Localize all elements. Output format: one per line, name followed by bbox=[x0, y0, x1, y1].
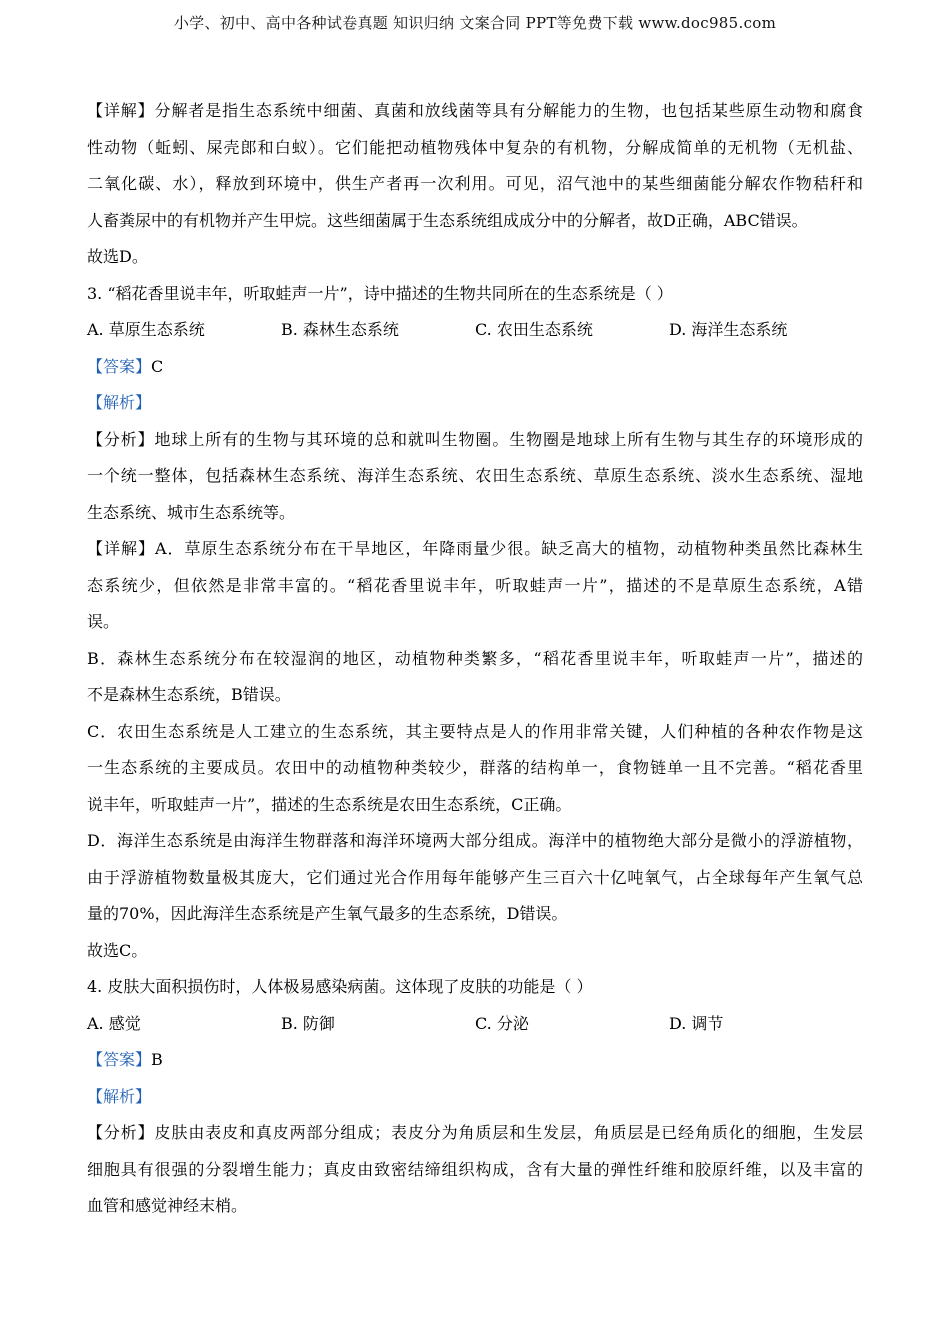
q4-analysis-tag: 【解析】 bbox=[87, 1086, 152, 1106]
q4-option-a: A. 感觉 bbox=[87, 1013, 141, 1033]
q3-analysis-line: 一个统一整体，包括森林生态系统、海洋生态系统、农田生态系统、草原生态系统、淡水生态系统、湿地 bbox=[87, 466, 863, 485]
q3-conclusion: 故选C。 bbox=[87, 940, 148, 960]
q3-detail-d-line: 量的70%，因此海洋生态系统是产生氧气最多的生态系统，D错误。 bbox=[87, 904, 568, 923]
q3-analysis-tag: 【解析】 bbox=[87, 393, 152, 412]
q4-question: 4. 皮肤大面积损伤时，人体极易感染病菌。这体现了皮肤的功能是（ ） bbox=[87, 977, 593, 996]
q4-analysis-line: 【分析】皮肤由表皮和真皮两部分组成；表皮分为角质层和生发层，角质层是已经角质化的细胞，生发层 bbox=[87, 1123, 863, 1142]
document-body bbox=[87, 93, 863, 1225]
q3-option-d: D. 海洋生态系统 bbox=[669, 320, 788, 339]
q2-detail-line: 性动物（蚯蚓、屎壳郎和白蚁）。它们能把动植物残体中复杂的有机物，分解成简单的无机物（无机盐、 bbox=[87, 137, 863, 157]
q3-option-a: A. 草原生态系统 bbox=[87, 320, 205, 339]
q4-options bbox=[87, 1006, 863, 1043]
q4-answer-value: B bbox=[151, 1050, 163, 1069]
answer-tag: 【答案】 bbox=[87, 1050, 152, 1069]
page-header: 小学、初中、高中各种试卷真题 知识归纳 文案合同 PPT等免费下载 www.doc985.com bbox=[173, 14, 777, 32]
q3-option-b: B. 森林生态系统 bbox=[281, 320, 399, 339]
q3-detail-c-line: C．农田生态系统是人工建立的生态系统，其主要特点是人的作用非常关键，人们种植的各种农作物是这 bbox=[87, 721, 863, 741]
q3-answer bbox=[87, 349, 863, 386]
q3-analysis-line: 生态系统、城市生态系统等。 bbox=[87, 502, 296, 522]
q4-analysis-line: 血管和感觉神经末梢。 bbox=[87, 1196, 248, 1215]
q3-answer-value: C bbox=[151, 356, 164, 376]
q3-detail-a-line: 【详解】A．草原生态系统分布在干旱地区，年降雨量少很。缺乏高大的植物，动植物种类虽然比森林生 bbox=[87, 539, 863, 558]
q3-detail-c-line: 说丰年，听取蛙声一片”，描述的生态系统是农田生态系统，C正确。 bbox=[87, 794, 572, 814]
answer-tag: 【答案】 bbox=[87, 356, 152, 376]
q3-detail-b-line: B．森林生态系统分布在较湿润的地区，动植物种类繁多，“稻花香里说丰年，听取蛙声一片”，描述的 bbox=[87, 648, 863, 668]
q3-option-c: C. 农田生态系统 bbox=[475, 320, 593, 339]
q3-detail-a-line: 态系统少，但依然是非常丰富的。“稻花香里说丰年，听取蛙声一片”，描述的不是草原生态系统，A错 bbox=[87, 575, 863, 595]
q4-option-b: B. 防御 bbox=[281, 1013, 335, 1033]
q3-question: 3. “稻花香里说丰年，听取蛙声一片”，诗中描述的生物共同所在的生态系统是（ ） bbox=[87, 283, 673, 303]
q3-detail-a-line: 误。 bbox=[87, 612, 120, 631]
q3-options bbox=[87, 312, 863, 349]
q2-conclusion: 故选D。 bbox=[87, 247, 148, 266]
q3-detail-b-line: 不是森林生态系统，B错误。 bbox=[87, 685, 291, 704]
q3-analysis-line: 【分析】地球上所有的生物与其环境的总和就叫生物圈。生物圈是地球上所有生物与其生存的环境形成的 bbox=[87, 429, 863, 449]
q2-detail-line: 【详解】分解者是指生态系统中细菌、真菌和放线菌等具有分解能力的生物，也包括某些原生动物和腐食 bbox=[87, 101, 863, 120]
q2-detail-line: 二氧化碳、水），释放到环境中，供生产者再一次利用。可见，沼气池中的某些细菌能分解农作物秸秆和 bbox=[87, 174, 863, 193]
q4-answer bbox=[87, 1042, 863, 1079]
q3-detail-d-line: 由于浮游植物数量极其庞大，它们通过光合作用每年能够产生三百六十亿吨氧气，占全球每年产生氧气总 bbox=[87, 867, 863, 887]
q3-detail-c-line: 一生态系统的主要成员。农田中的动植物种类较少，群落的结构单一，食物链单一且不完善。“稻花香里 bbox=[87, 758, 863, 777]
q4-analysis-line: 细胞具有很强的分裂增生能力；真皮由致密结缔组织构成，含有大量的弹性纤维和胶原纤维，以及丰富的 bbox=[87, 1159, 863, 1179]
q2-detail-line: 人畜粪尿中的有机物并产生甲烷。这些细菌属于生态系统组成成分中的分解者，故D正确，ABC错误。 bbox=[87, 210, 808, 230]
q3-detail-d-line: D．海洋生态系统是由海洋生物群落和海洋环境两大部分组成。海洋中的植物绝大部分是微小的浮游植物， bbox=[87, 831, 863, 850]
q4-option-d: D. 调节 bbox=[669, 1013, 724, 1033]
q4-option-c: C. 分泌 bbox=[475, 1013, 529, 1033]
